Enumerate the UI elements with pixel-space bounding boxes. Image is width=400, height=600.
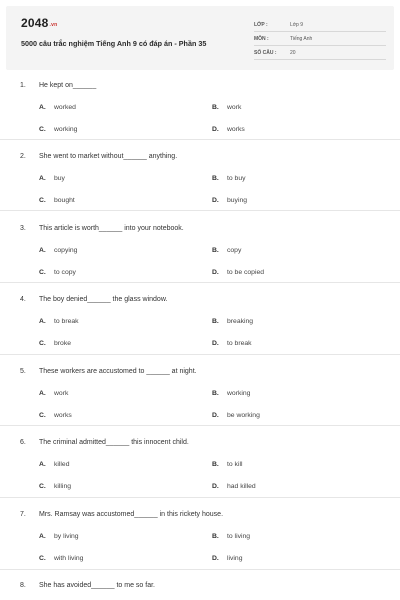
option-b[interactable]: B. working xyxy=(212,390,251,397)
logo-text: 2048 xyxy=(21,16,49,30)
option-a[interactable]: A. to break xyxy=(39,318,79,325)
option-c[interactable]: C. broke xyxy=(39,340,72,347)
question-text: 6. The criminal admitted______ this innocent child. xyxy=(20,439,189,446)
divider xyxy=(0,425,400,426)
quiz-header xyxy=(6,6,394,70)
divider xyxy=(0,282,400,283)
meta-value: Lớp 9 xyxy=(290,22,304,28)
question-text: 2. She went to market without______ anything. xyxy=(20,153,178,160)
option-b[interactable]: B. copy xyxy=(212,247,242,254)
divider xyxy=(0,210,400,211)
meta-value: Tiếng Anh xyxy=(290,36,313,42)
meta-class-row xyxy=(254,21,386,32)
site-logo[interactable] xyxy=(21,16,57,30)
question-text: 1. He kept on______ xyxy=(20,82,97,89)
option-b[interactable]: B. to buy xyxy=(212,175,246,182)
option-d[interactable]: D. buying xyxy=(212,197,248,204)
divider xyxy=(0,139,400,140)
meta-label: LỚP : xyxy=(254,22,268,28)
option-a[interactable]: A. work xyxy=(39,390,69,397)
option-b[interactable]: B. to living xyxy=(212,533,251,540)
meta-subject-row xyxy=(254,35,386,46)
option-c[interactable]: C. working xyxy=(39,126,78,133)
option-b[interactable]: B. breaking xyxy=(212,318,254,325)
option-b[interactable]: B. to kill xyxy=(212,461,243,468)
option-c[interactable]: C. to copy xyxy=(39,269,76,276)
option-a[interactable]: A. copying xyxy=(39,247,78,254)
option-d[interactable]: D. to be copied xyxy=(212,269,265,276)
option-d[interactable]: D. living xyxy=(212,555,243,562)
divider xyxy=(0,497,400,498)
option-d[interactable]: D. had killed xyxy=(212,483,256,490)
option-c[interactable]: C. bought xyxy=(39,197,75,204)
option-d[interactable]: D. to break xyxy=(212,340,252,347)
question-text: 5. These workers are accustomed to ______ at night. xyxy=(20,368,197,375)
option-c[interactable]: C. works xyxy=(39,412,72,419)
meta-count-row xyxy=(254,49,386,60)
option-a[interactable]: A. killed xyxy=(39,461,70,468)
option-d[interactable]: D. works xyxy=(212,126,245,133)
option-d[interactable]: D. be working xyxy=(212,412,260,419)
logo-suffix: .vn xyxy=(49,22,58,28)
divider xyxy=(0,354,400,355)
question-text: 7. Mrs. Ramsay was accustomed______ in this rickety house. xyxy=(20,511,224,518)
option-a[interactable]: A. worked xyxy=(39,104,76,111)
meta-value: 20 xyxy=(290,50,296,56)
option-a[interactable]: A. by living xyxy=(39,533,79,540)
option-c[interactable]: C. with living xyxy=(39,555,84,562)
question-text: 8. She has avoided______ to me so far. xyxy=(20,582,155,589)
meta-label: SỐ CÂU : xyxy=(254,50,277,56)
question-text: 3. This article is worth______ into your notebook. xyxy=(20,225,184,232)
option-b[interactable]: B. work xyxy=(212,104,242,111)
option-c[interactable]: C. killing xyxy=(39,483,71,490)
meta-label: MÔN : xyxy=(254,36,269,42)
divider xyxy=(0,569,400,570)
option-a[interactable]: A. buy xyxy=(39,175,65,182)
page-title: 5000 câu trắc nghiệm Tiếng Anh 9 có đáp án - Phần 35 xyxy=(21,39,207,48)
question-text: 4. The boy denied______ the glass window. xyxy=(20,296,168,303)
